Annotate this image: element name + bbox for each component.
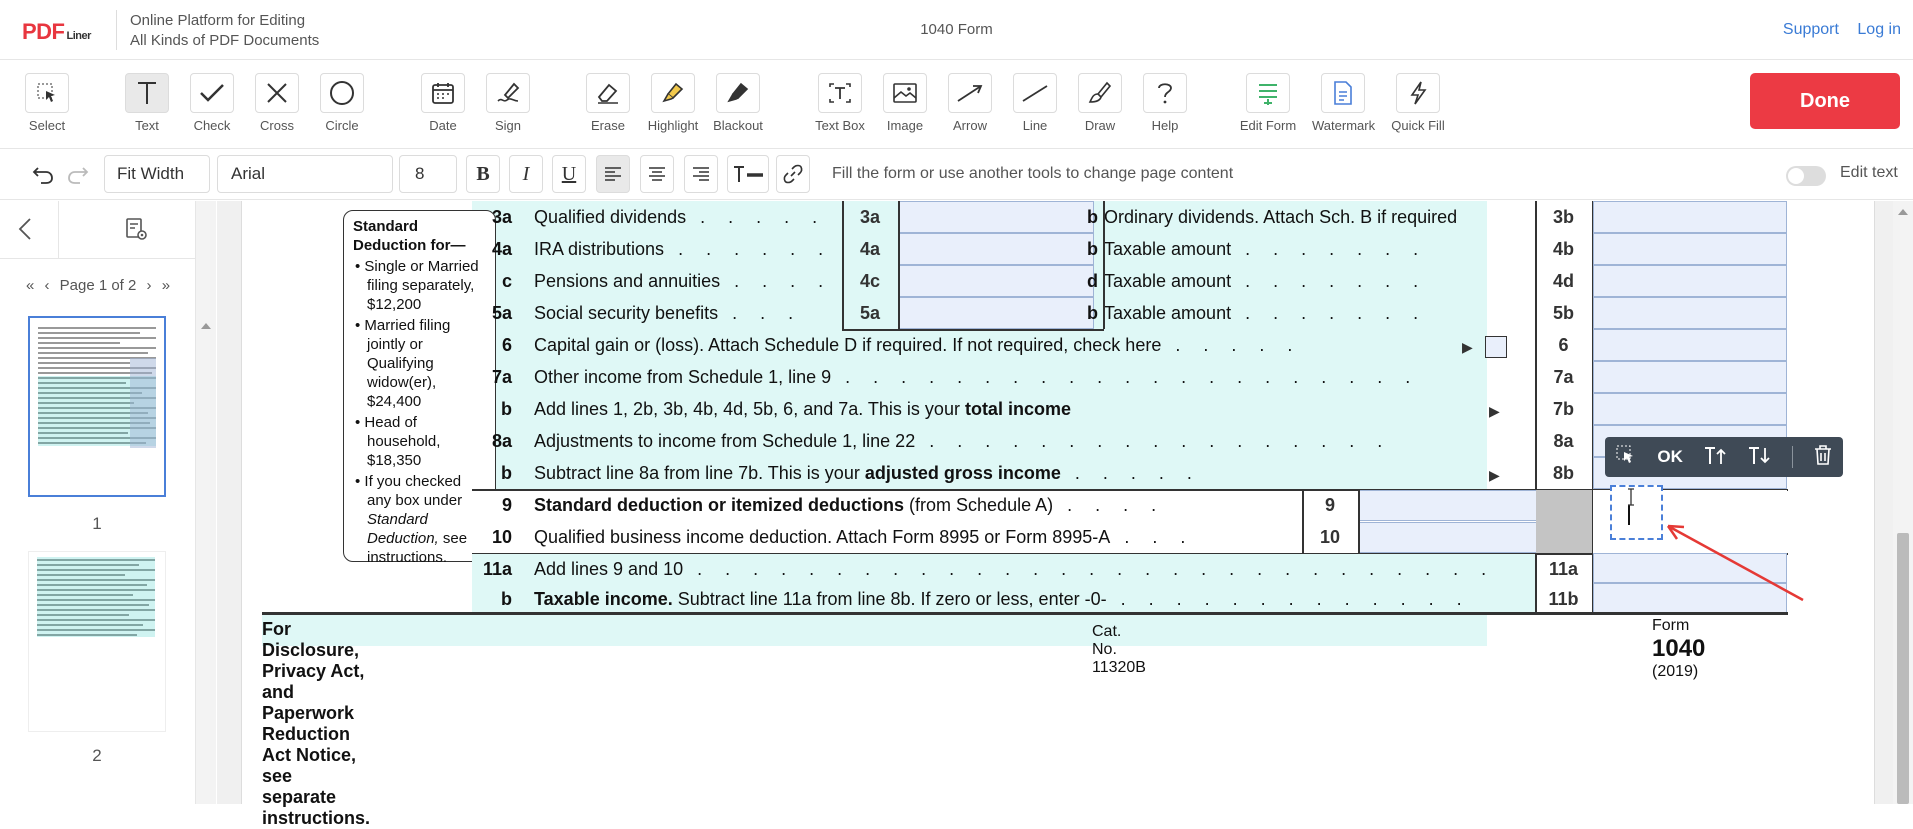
box-label: 7b (1552, 399, 1574, 419)
line-text: Other income from Schedule 1, line 9 . . . . . . . . . . . . . . . . . . . . . (534, 367, 1420, 387)
line-number: b (1087, 207, 1098, 227)
sign-tool[interactable] (477, 73, 539, 133)
tagline-line-1: Online Platform for Editing (130, 12, 306, 29)
collapse-sidebar-button[interactable] (18, 217, 32, 248)
box-label: 3b (1552, 207, 1574, 227)
sd-item: • Single or Married filing separately, $12,200 (355, 258, 479, 313)
line-text: Taxable amount . . . . . . . (1104, 303, 1428, 323)
logo[interactable]: PDF Liner (22, 19, 91, 44)
blackout-label: Blackout (713, 118, 763, 133)
box-label: 4d (1552, 271, 1574, 291)
document-viewer (217, 201, 1893, 828)
sidebar-scrollbar[interactable] (196, 201, 216, 804)
line-text: Social security benefits . . . (534, 303, 803, 323)
check-tool[interactable] (181, 73, 243, 133)
line-tool[interactable] (1004, 73, 1066, 133)
italic-button[interactable]: I (509, 155, 543, 193)
watermark-icon (1321, 73, 1365, 113)
select-tool[interactable] (16, 73, 78, 133)
divider (58, 201, 59, 259)
arrow-marker: ▶ (1489, 403, 1500, 419)
help-label: Help (1151, 118, 1179, 133)
line-text: Qualified business income deduction. Attach Form 8995 or Form 8995-A . . . (534, 527, 1195, 547)
brush-icon (1078, 73, 1122, 113)
select-label: Select (28, 118, 66, 133)
eraser-icon (586, 73, 630, 113)
page-settings-button[interactable] (124, 217, 150, 248)
page-indicator: Page 1 of 2 (59, 277, 137, 294)
cross-tool[interactable] (246, 73, 308, 133)
thumbnail-preview (29, 552, 163, 729)
watermark-label: Watermark (1312, 118, 1376, 133)
edit-form-label: Edit Form (1239, 118, 1297, 133)
circle-icon (320, 73, 364, 113)
chevron-left-icon (18, 217, 32, 241)
sd-title: Standard Deduction for— (353, 218, 466, 254)
line-number: 5a (491, 303, 512, 323)
done-button[interactable]: Done (1750, 73, 1900, 129)
erase-tool[interactable] (577, 73, 639, 133)
watermark-tool[interactable] (1312, 73, 1374, 133)
divider (1358, 489, 1360, 553)
align-right-icon (692, 166, 710, 182)
shaded-cell (1536, 490, 1592, 554)
blackout-icon (716, 73, 760, 113)
active-text-field[interactable] (1610, 485, 1663, 540)
decrease-font-button[interactable] (1747, 444, 1771, 471)
textbox-label: Text Box (815, 118, 865, 133)
field-toolbar (1605, 437, 1843, 477)
box-label: 4b (1552, 239, 1574, 259)
prev-page-button[interactable]: ‹ (44, 277, 50, 294)
scroll-up-icon[interactable] (201, 323, 211, 329)
box-label: 4a (859, 239, 881, 259)
ibeam-cursor-icon (1626, 488, 1636, 506)
font-family-select[interactable]: Arial (217, 155, 393, 193)
line-text: Standard deduction or itemized deductions (from Schedule A) . . . . (534, 495, 1166, 515)
main-toolbar (0, 61, 1913, 149)
arrow-tool[interactable] (939, 73, 1001, 133)
box-label: 10 (1319, 527, 1341, 547)
highlight-tool[interactable] (642, 73, 704, 133)
first-page-button[interactable]: « (25, 277, 35, 294)
thumbnail-preview (30, 318, 164, 495)
text-label: Text (135, 118, 159, 133)
align-center-button[interactable] (640, 155, 674, 193)
line-text: Pensions and annuities . . . . (534, 271, 833, 291)
document-scrollbar[interactable] (1893, 201, 1913, 804)
edit-text-toggle[interactable] (1786, 166, 1826, 186)
font-size-up-icon (1703, 444, 1727, 466)
box-label: 8b (1552, 463, 1574, 483)
box-label: 4c (859, 271, 881, 291)
input-5b[interactable] (1593, 297, 1787, 329)
page-thumbnail-1[interactable] (28, 316, 166, 497)
footer-band (262, 614, 1487, 646)
line-number: 7a (491, 367, 512, 387)
divider (262, 612, 1788, 615)
box-label: 11b (1548, 589, 1579, 609)
text-caret (1628, 505, 1630, 525)
line-number: b (1087, 303, 1098, 323)
redo-icon (67, 164, 89, 184)
line-text: Taxable amount . . . . . . . (1104, 239, 1428, 259)
text-line-icon (732, 164, 764, 184)
box-label: 7a (1553, 367, 1574, 387)
pager (0, 277, 196, 294)
align-right-button[interactable] (684, 155, 718, 193)
blackout-tool[interactable] (707, 73, 769, 133)
text-icon (125, 73, 169, 113)
image-label: Image (886, 118, 924, 133)
calendar-icon (421, 73, 465, 113)
line-text: Add lines 9 and 10 . . . . . . . . . . . . . . . . . . . . . . . . . . . . . (534, 559, 1496, 579)
divider (1792, 446, 1793, 468)
increase-font-button[interactable] (1703, 444, 1727, 471)
check-label: Check (193, 118, 231, 133)
select-icon (25, 73, 69, 113)
quick-fill-tool[interactable] (1387, 73, 1449, 133)
undo-button[interactable] (26, 155, 60, 193)
check-icon (190, 73, 234, 113)
row-3b (1062, 201, 1532, 233)
input-10[interactable] (1359, 522, 1553, 553)
divider (1103, 201, 1105, 329)
line-text: Subtract line 8a from line 7b. This is your adjusted gross income . . . . . (534, 463, 1201, 483)
page-settings-icon (124, 217, 150, 243)
line-label: Line (1022, 118, 1048, 133)
hint-text: Fill the form or use another tools to change page content (832, 165, 1234, 182)
circle-tool[interactable] (311, 73, 373, 133)
link-button[interactable] (776, 155, 810, 193)
ok-button[interactable]: OK (1657, 447, 1683, 466)
line-text: Capital gain or (loss). Attach Schedule D if required. If not required, check here . . . . . (534, 335, 1302, 355)
format-bar (0, 150, 1913, 200)
line-text: Taxable income. Subtract line 11a from line 8b. If zero or less, enter -0- . . . . . . . . . . . . . (534, 589, 1471, 609)
arrow-marker: ▶ (1489, 467, 1500, 483)
row-4d (1062, 265, 1532, 297)
input-3b[interactable] (1593, 201, 1787, 233)
divider (842, 201, 844, 329)
draw-tool[interactable] (1069, 73, 1131, 133)
arrow-label: Arrow (953, 118, 987, 133)
trash-icon (1813, 444, 1833, 466)
input-7b[interactable] (1593, 393, 1787, 425)
highlighter-icon (651, 73, 695, 113)
input-4d[interactable] (1593, 265, 1787, 297)
form-number: Form 1040 (2019) (1652, 617, 1706, 680)
edit-text-label: Edit text (1840, 164, 1898, 181)
line-number: b (1087, 239, 1098, 259)
line-number: 6 (501, 335, 512, 355)
top-links (1769, 21, 1901, 39)
line-number: d (1087, 271, 1098, 291)
box-label: 3a (859, 207, 881, 227)
line-text: Qualified dividends . . . . . (534, 207, 827, 227)
line-number: b (501, 589, 512, 609)
page-number-2: 2 (92, 746, 102, 765)
font-size-down-icon (1747, 444, 1771, 466)
help-tool[interactable] (1134, 73, 1196, 133)
box-label: 11a (1548, 559, 1579, 579)
lightning-icon (1396, 73, 1440, 113)
text-tool[interactable] (116, 73, 178, 133)
cross-label: Cross (260, 118, 294, 133)
line-number: 8a (491, 431, 512, 451)
sign-label: Sign (494, 118, 522, 133)
page-sidebar (0, 201, 196, 804)
login-link[interactable]: Log in (1857, 21, 1901, 38)
draw-label: Draw (1084, 118, 1116, 133)
line-text: IRA distributions . . . . . . (534, 239, 833, 259)
input-7a[interactable] (1593, 361, 1787, 393)
line-number: b (501, 463, 512, 483)
question-icon (1143, 73, 1187, 113)
footer-notice: For Disclosure, Privacy Act, and Paperwork Reduction Act Notice, see separate instructions. (262, 619, 371, 828)
input-9[interactable] (1359, 490, 1553, 521)
line-number: 11a (482, 559, 512, 579)
sd-item: • If you checked any box under Standard Deduction, see instructions. (355, 473, 468, 566)
scroll-thumb[interactable] (1897, 533, 1909, 804)
line-text: Taxable amount . . . . . . . (1104, 271, 1428, 291)
sidebar-header (0, 201, 195, 259)
line-icon (1013, 73, 1057, 113)
pen-sign-icon (486, 73, 530, 113)
redo-button[interactable] (62, 155, 94, 193)
date-tool[interactable] (412, 73, 474, 133)
zoom-select[interactable]: Fit Width (104, 155, 210, 193)
last-page-button[interactable]: » (161, 277, 171, 294)
align-center-icon (648, 166, 666, 182)
quick-fill-label: Quick Fill (1391, 118, 1445, 133)
scroll-up-icon[interactable] (1898, 209, 1908, 215)
line-text: Adjustments to income from Schedule 1, line 22 . . . . . . . . . . . . . . . . . (534, 431, 1392, 451)
line-text: Add lines 1, 2b, 3b, 4b, 4d, 5b, 6, and 7a. This is your total income (534, 399, 1071, 419)
page-thumbnail-2[interactable] (28, 551, 166, 732)
line-number: b (501, 399, 512, 419)
erase-label: Erase (591, 118, 625, 133)
tagline-line-2: All Kinds of PDF Documents (130, 32, 320, 49)
catalog-number: Cat. No. 11320B (1092, 623, 1146, 676)
edit-form-tool[interactable] (1237, 73, 1299, 133)
page-number-1: 1 (92, 514, 102, 533)
capital-gain-checkbox[interactable] (1485, 336, 1507, 358)
textbox-tool[interactable] (809, 73, 871, 133)
circle-label: Circle (325, 118, 359, 133)
row-4b (1062, 233, 1532, 265)
line-number: 9 (501, 495, 512, 515)
font-size-input[interactable]: 8 (399, 155, 457, 193)
row-5b (1062, 297, 1532, 329)
pdf-page (241, 201, 1875, 828)
line-text: Ordinary dividends. Attach Sch. B if required (1104, 207, 1458, 227)
box-label: 9 (1324, 495, 1335, 515)
box-label: 6 (1558, 335, 1569, 355)
image-tool[interactable] (874, 73, 936, 133)
line-number: 10 (491, 527, 512, 547)
sd-item: • Head of household, $18,350 (355, 414, 441, 469)
date-label: Date (429, 118, 457, 133)
link-icon (783, 164, 803, 184)
sd-item: • Married filing jointly or Qualifying widow(er), $24,400 (355, 317, 451, 410)
line-number: c (501, 271, 512, 291)
support-link[interactable]: Support (1782, 21, 1839, 38)
textbox-icon (818, 73, 862, 113)
bold-button[interactable]: B (466, 155, 500, 193)
divider (898, 201, 900, 329)
input-4b[interactable] (1593, 233, 1787, 265)
image-icon (883, 73, 927, 113)
box-label: 5b (1552, 303, 1574, 323)
arrow-marker: ▶ (1462, 339, 1473, 355)
edit-form-icon (1246, 73, 1290, 113)
box-label: 8a (1553, 431, 1574, 451)
divider (1302, 489, 1304, 553)
arrow-icon (948, 73, 992, 113)
input-6[interactable] (1593, 329, 1787, 361)
red-arrow-icon (1662, 519, 1807, 604)
delete-field-button[interactable] (1813, 444, 1833, 471)
highlight-label: Highlight (647, 118, 699, 133)
line-number: 4a (491, 239, 512, 259)
align-left-icon (604, 166, 622, 182)
document-title: 1040 Form (920, 21, 993, 38)
next-page-button[interactable]: › (146, 277, 152, 294)
align-left-button[interactable] (596, 155, 630, 193)
box-label: 5a (859, 303, 881, 323)
cross-icon (255, 73, 299, 113)
top-bar (0, 0, 1913, 60)
select-icon (1615, 444, 1637, 466)
text-style-button[interactable] (727, 155, 769, 193)
line-number: 3a (491, 207, 512, 227)
underline-button[interactable]: U (552, 155, 586, 193)
select-field-button[interactable] (1615, 444, 1637, 471)
undo-icon (32, 164, 54, 184)
